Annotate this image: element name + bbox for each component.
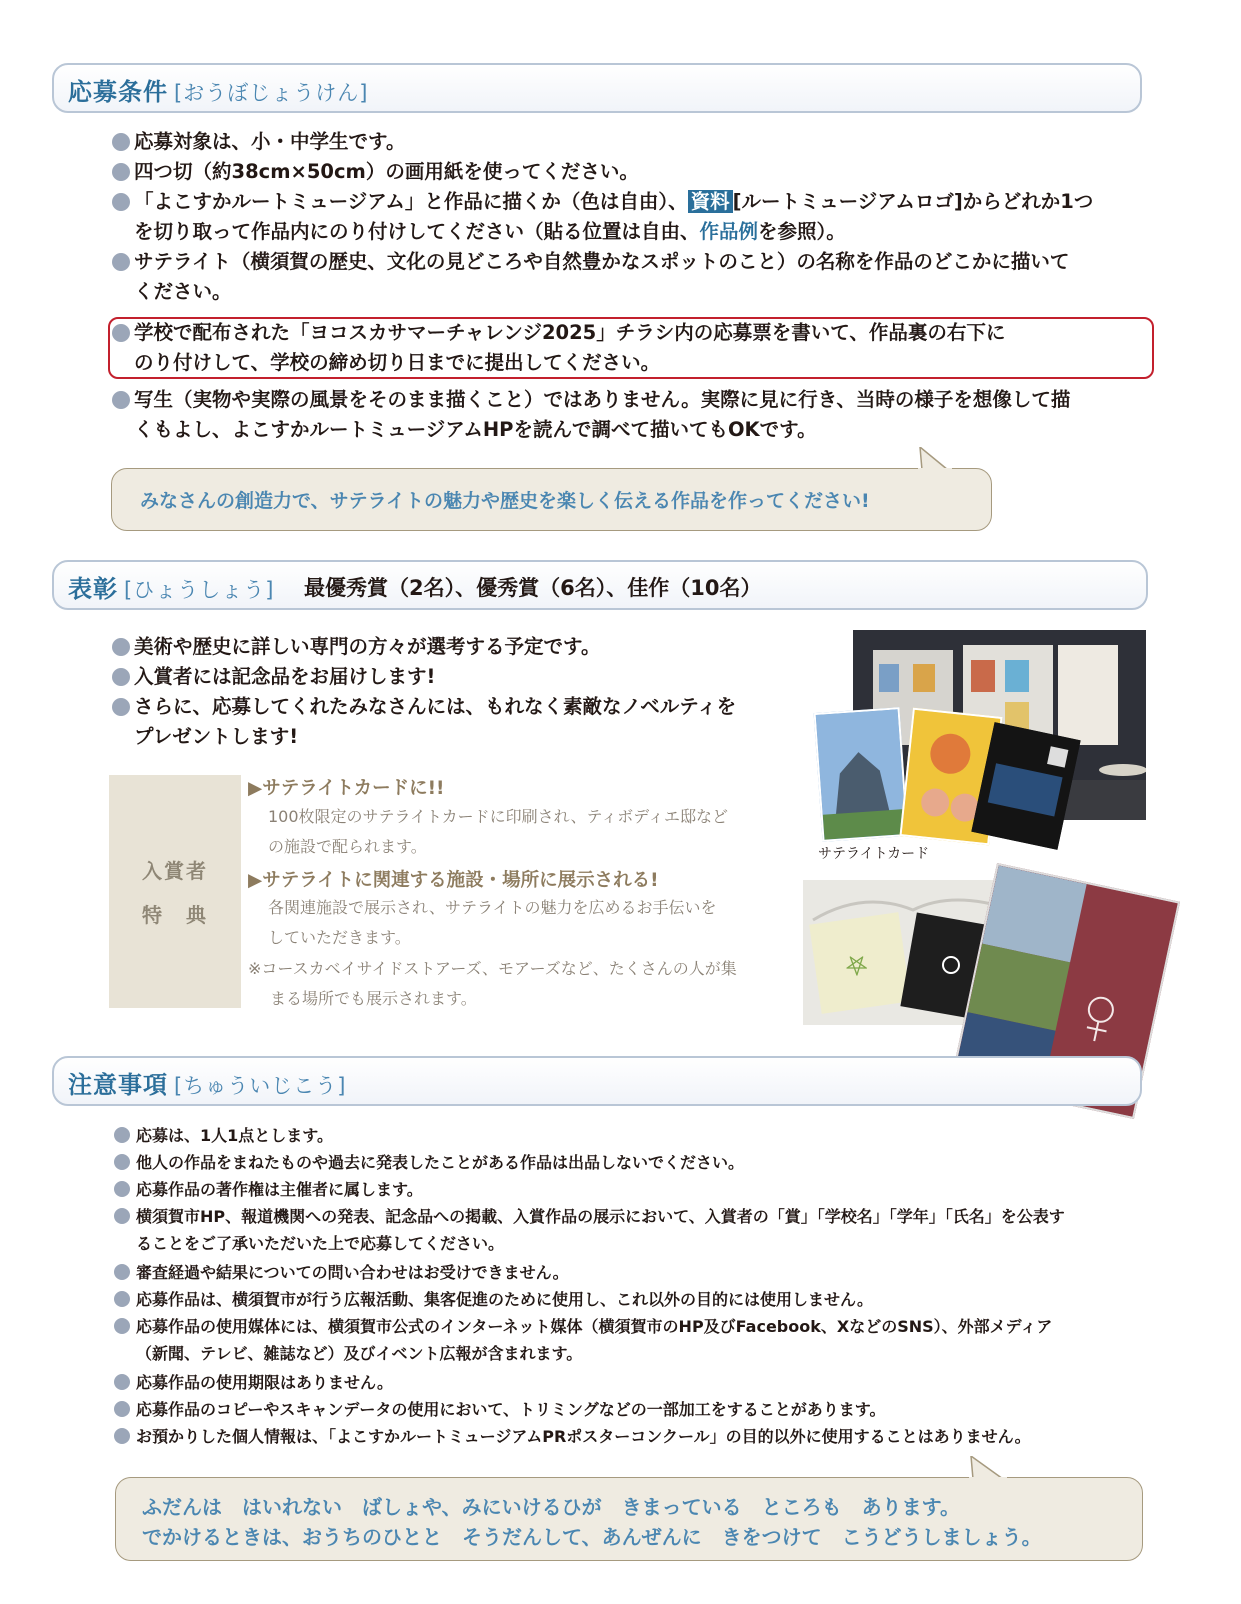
safety-bubble-text bbox=[142, 1492, 1042, 1552]
reference-tag: 資料 bbox=[688, 190, 733, 213]
list-item-text: お預かりした個人情報は、「よこすかルートミュージアムPRポスターコンクール」の目的以外に使用することはありません。 bbox=[136, 1427, 1031, 1446]
bullet-dot-icon bbox=[114, 1181, 130, 1197]
bullet-dot-icon bbox=[114, 1318, 130, 1334]
section-title-reading: [ちゅういじこう] bbox=[174, 1074, 347, 1098]
list-item bbox=[114, 1176, 1154, 1203]
list-item-text: くもよし、よこすかルートミュージアムHPを読んで調べて描いてもOKです。 bbox=[134, 418, 817, 441]
list-item-text: [ルートミュージアムロゴ]からどれか1つ bbox=[732, 190, 1094, 213]
list-item-text: サテライト（横須賀の歴史、文化の見どころや自然豊かなスポットのこと）の名称を作品のどこかに描いて bbox=[134, 250, 1070, 273]
list-item bbox=[114, 1122, 1154, 1149]
list-item-text: のり付けして、学校の締め切り日までに提出してください。 bbox=[134, 351, 661, 374]
bullet-dot-icon bbox=[112, 193, 130, 211]
bullet-dot-icon bbox=[112, 324, 130, 342]
list-item-text: 横須賀市HP、報道機関への発表、記念品への掲載、入賞作品の展示において、入賞者の「賞」「学校名」「学年」「氏名」を公表す bbox=[136, 1207, 1065, 1226]
satellite-card bbox=[814, 707, 909, 842]
list-item bbox=[114, 1423, 1154, 1450]
perk-text: の施設で配られます。 bbox=[268, 837, 427, 856]
list-item bbox=[114, 1203, 1154, 1257]
list-item-text: 「よこすかルートミュージアム」と作品に描くか（色は自由）、 bbox=[134, 190, 688, 213]
list-item-text: 応募作品のコピーやスキャンデータの使用において、トリミングなどの一部加工をすることがあります。 bbox=[136, 1400, 886, 1419]
bullet-dot-icon bbox=[112, 638, 130, 656]
list-item-text: ください。 bbox=[134, 280, 232, 303]
speech-bubble bbox=[111, 468, 992, 531]
bullet-dot-icon bbox=[114, 1401, 130, 1417]
list-item-text: 他人の作品をまねたものや過去に発表したことがある作品は出品しないでください。 bbox=[136, 1153, 745, 1172]
perk-note-text: まる場所でも展示されます。 bbox=[270, 989, 477, 1008]
photo-caption: サテライトカード bbox=[818, 846, 930, 862]
section-title-reading: [ひょうしょう] bbox=[124, 578, 275, 602]
list-item-text: 応募作品の使用期限はありません。 bbox=[136, 1373, 393, 1392]
section-title bbox=[68, 569, 274, 604]
bullet-dot-icon bbox=[114, 1291, 130, 1307]
list-item-text: ることをご了承いただいた上で応募してください。 bbox=[136, 1234, 505, 1253]
card-art-illustration bbox=[816, 709, 907, 839]
list-item bbox=[112, 318, 1152, 378]
list-item bbox=[112, 692, 792, 752]
bullet-dot-icon bbox=[114, 1208, 130, 1224]
bullet-dot-icon bbox=[112, 133, 130, 151]
section-header-awards bbox=[52, 560, 1148, 610]
bullet-dot-icon bbox=[112, 163, 130, 181]
list-item-text: プレゼントします! bbox=[134, 725, 299, 748]
perk-note bbox=[248, 954, 737, 1014]
bullet-dot-icon bbox=[112, 391, 130, 409]
perk-label-line: 特 典 bbox=[142, 903, 208, 927]
perk-text: していただきます。 bbox=[268, 928, 411, 947]
list-item-text: さらに、応募してくれたみなさんには、もれなく素敵なノベルティを bbox=[134, 695, 737, 718]
list-item bbox=[112, 247, 1152, 307]
safety-speech-bubble bbox=[115, 1477, 1143, 1561]
list-item-text: を切り取って作品内にのり付けしてください（貼る位置は自由、 bbox=[134, 220, 700, 243]
safety-bubble-line: ふだんは はいれない ばしょや、みにいけるひが きまっている ところも あります。 bbox=[142, 1495, 960, 1519]
list-item-text: 応募は、1人1点とします。 bbox=[136, 1126, 333, 1145]
bubble-tail-icon bbox=[914, 447, 954, 471]
section-title-text: 注意事項 bbox=[68, 1071, 168, 1099]
list-item bbox=[114, 1313, 1154, 1367]
list-item-text: 審査経過や結果についての問い合わせはお受けできません。 bbox=[136, 1263, 569, 1282]
list-item-text: 入賞者には記念品をお届けします! bbox=[134, 665, 436, 688]
list-item-text: を参照）。 bbox=[758, 220, 846, 243]
list-item-text: 応募作品は、横須賀市が行う広報活動、集客促進のために使用し、これ以外の目的には使用しません。 bbox=[136, 1290, 873, 1309]
bullet-dot-icon bbox=[114, 1428, 130, 1444]
bubble-tail-icon bbox=[965, 1456, 1009, 1480]
award-summary: 最優秀賞（2名）、優秀賞（6名）、佳作（10名） bbox=[304, 576, 762, 600]
section-header-conditions bbox=[52, 63, 1142, 113]
perk-body bbox=[268, 893, 716, 953]
list-item bbox=[112, 662, 792, 692]
bullet-dot-icon bbox=[114, 1127, 130, 1143]
list-item bbox=[112, 187, 1152, 247]
perk-body bbox=[268, 802, 728, 862]
list-item bbox=[114, 1369, 1154, 1396]
list-item-text: 応募作品の著作権は主催者に属します。 bbox=[136, 1180, 423, 1199]
svg-text:𖤐: 𖤐 bbox=[845, 952, 869, 982]
conditions-list-2 bbox=[112, 385, 1152, 445]
perk-title: ▶サテライトに関連する施設・場所に展示される! bbox=[248, 870, 659, 891]
list-item bbox=[114, 1286, 1154, 1313]
list-item bbox=[114, 1259, 1154, 1286]
list-item bbox=[114, 1396, 1154, 1423]
bullet-dot-icon bbox=[112, 253, 130, 271]
bullet-dot-icon bbox=[114, 1154, 130, 1170]
section-title bbox=[68, 1065, 346, 1100]
conditions-list-important bbox=[112, 318, 1152, 378]
list-item-text: 学校で配布された「ヨコスカサマーチャレンジ2025」チラシ内の応募票を書いて、作品裏の右下に bbox=[134, 321, 1006, 344]
list-item-text: 四つ切（約38cm×50cm）の画用紙を使ってください。 bbox=[134, 160, 639, 183]
section-header-notes bbox=[52, 1056, 1142, 1106]
notes-list bbox=[114, 1122, 1154, 1450]
perk-text: 100枚限定のサテライトカードに印刷され、ティボディエ邸など bbox=[268, 807, 728, 826]
section-title-text: 表彰 bbox=[68, 575, 118, 603]
perk-note-text: ※コースカベイサイドストアーズ、モアーズなど、たくさんの人が集 bbox=[248, 959, 737, 978]
section-title-text: 応募条件 bbox=[68, 78, 168, 106]
safety-bubble-line: でかけるときは、おうちのひとと そうだんして、あんぜんに きをつけて こうどうしましょう。 bbox=[142, 1525, 1042, 1549]
list-item-text: 応募対象は、小・中学生です。 bbox=[134, 130, 406, 153]
list-item bbox=[112, 157, 1152, 187]
bullet-dot-icon bbox=[114, 1374, 130, 1390]
list-item-text: 美術や歴史に詳しい専門の方々が選考する予定です。 bbox=[134, 635, 601, 658]
list-item-text: 応募作品の使用媒体には、横須賀市公式のインターネット媒体（横須賀市のHP及びFacebook、XなどのSNS）、外部メディア bbox=[136, 1317, 1053, 1336]
perk-label bbox=[109, 775, 241, 1008]
bullet-dot-icon bbox=[112, 698, 130, 716]
list-item bbox=[112, 127, 1152, 157]
list-item bbox=[114, 1149, 1154, 1176]
example-reference: 作品例 bbox=[699, 220, 759, 243]
bullet-dot-icon bbox=[114, 1264, 130, 1280]
perk-text: 各関連施設で展示され、サテライトの魅力を広めるお手伝いを bbox=[268, 898, 717, 917]
list-item-text: 写生（実物や実際の風景をそのまま描くこと）ではありません。実際に見に行き、当時の様子を想像して描 bbox=[134, 388, 1071, 411]
list-item bbox=[112, 632, 792, 662]
list-item-text: （新聞、テレビ、雑誌など）及びイベント広報が含まれます。 bbox=[136, 1344, 583, 1363]
list-item bbox=[112, 385, 1152, 445]
perk-label-line: 入賞者 bbox=[142, 859, 208, 883]
awards-list bbox=[112, 632, 792, 752]
bullet-dot-icon bbox=[112, 668, 130, 686]
perk-title: ▶サテライトカードに!! bbox=[248, 778, 445, 799]
conditions-list bbox=[112, 127, 1152, 307]
speech-bubble-text: みなさんの創造力で、サテライトの魅力や歴史を楽しく伝える作品を作ってください! bbox=[140, 490, 870, 512]
section-title bbox=[68, 72, 368, 107]
section-title-reading: [おうぼじょうけん] bbox=[174, 81, 369, 105]
